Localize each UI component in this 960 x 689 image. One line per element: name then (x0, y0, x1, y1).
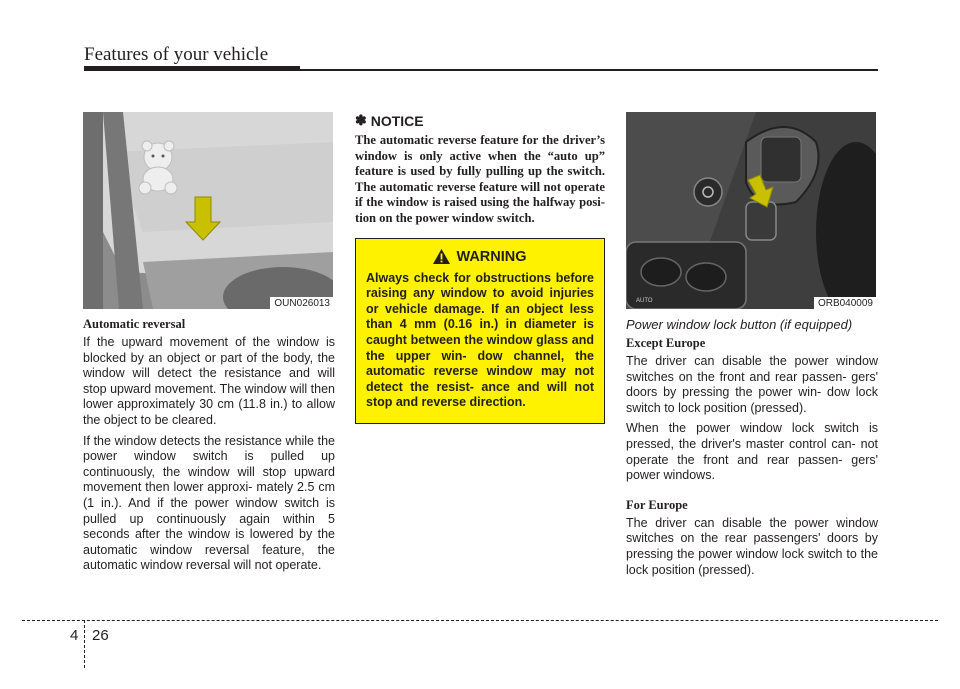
left-column (83, 112, 335, 574)
switch-label: AUTO (636, 298, 653, 304)
paragraph: When the power window lock switch is pressed, the driver's master control can- not operate the front and rear passen- gers' power windows. (626, 421, 878, 483)
notice-title: NOTICE (370, 112, 424, 129)
window-reversal-photo (83, 112, 333, 309)
paragraph: The driver can disable the power window switches on the front and rear passen- gers' doors by pressing the power win- dow lock switch to lock position (pressed). (626, 354, 878, 415)
footer-divider (84, 620, 85, 668)
warning-title: WARNING (456, 248, 527, 265)
paragraph: If the window detects the resistance while the power window switch is pulled up continuously, the window will stop upward movement then lower approxi- mately 2.5 cm (1 in.). And if the power window switch is pulled up continuously again within 5 seconds after the window is lowered by the automatic window reversal feature, the automatic window reversal will not operate. (83, 433, 335, 573)
section-heading: Except Europe (626, 336, 706, 350)
photo-code: OUN026013 (270, 297, 333, 309)
paragraph: The driver can disable the power window switches on the rear passengers' doors by pressing the power window lock switch to the lock position (pressed). (626, 515, 878, 577)
right-column (626, 112, 878, 578)
paragraph: If the upward movement of the window is blocked by an object or part of the body, the window will detect the resistance and will stop upward movement. The window will then lower approximately 30 cm (11.8 in.) to allow the object to be cleared. (83, 335, 335, 427)
middle-column (355, 112, 605, 424)
header-rule (84, 66, 300, 71)
caption-automatic-reversal: Automatic reversal (83, 317, 186, 331)
photo-code: ORB040009 (814, 297, 876, 309)
page-header-title: Features of your vehicle (84, 44, 269, 65)
warning-box (355, 238, 605, 424)
notice-heading (355, 112, 605, 129)
section-heading: For Europe (626, 497, 688, 512)
lock-button-photo (626, 112, 876, 309)
notice-icon: ✽ (355, 112, 367, 128)
warning-heading (366, 249, 594, 265)
footer-rule (22, 620, 938, 621)
warning-icon (433, 249, 450, 264)
page-number: 26 (92, 627, 109, 644)
notice-text: The automatic reverse feature for the driver’s window is only active when the “auto up” feature is used by fully pulling up the switch. The automatic reverse feature will not operate if the window is raised using the halfway posi- tion on the power window switch. (355, 133, 605, 225)
chapter-number: 4 (70, 627, 79, 644)
caption-lock-button: Power window lock button (if equipped) (626, 317, 853, 332)
header-rule-thin (300, 69, 878, 71)
warning-text: Always check for obstructions before raising any window to avoid injuries or vehicle damage. If an object less than 4 mm (0.16 in.) in diameter is caught between the window glass and the upper win- dow channel, the automatic reverse window may not detect the resist- ance and will not stop and reverse direction. (366, 270, 594, 410)
